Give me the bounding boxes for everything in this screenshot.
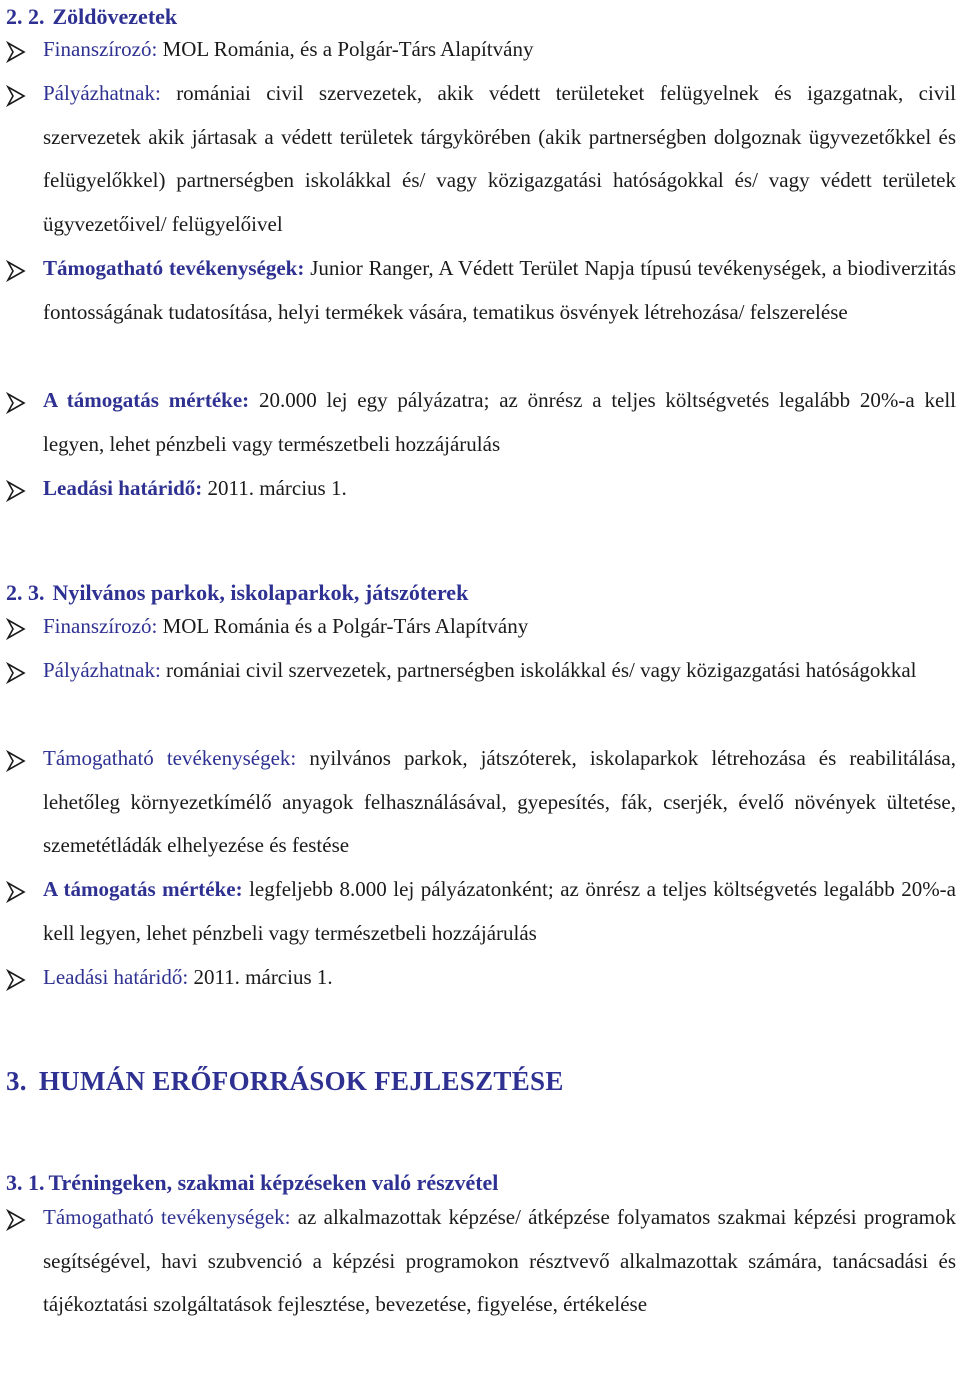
section-number: 2. 3. [6, 580, 45, 605]
section-title: Tréningeken, szakmai képzéseken való részvétel [48, 1170, 499, 1195]
section-heading-2-2 [6, 4, 177, 30]
section-heading-3 [6, 1066, 564, 1097]
item-value: MOL Románia és a Polgár-Társ Alapítvány [162, 614, 529, 638]
item-label: Támogatható tevékenységek: [43, 746, 297, 770]
section-title: Zöldövezetek [52, 4, 178, 29]
arrowhead-bullet-icon [4, 84, 28, 108]
item-label: Finanszírozó: [43, 37, 158, 61]
arrowhead-bullet-icon [4, 880, 28, 904]
arrowhead-bullet-icon [4, 391, 28, 415]
item-label: Támogatható tevékenységek: [43, 256, 305, 280]
item-value: Junior Ranger, A Védett Terület Napja típusú tevékenységek, a biodiverzitás fontosságának tudatosítása, helyi termékek vására, tematikus ösvények létrehozása/ felszerelése [43, 256, 956, 324]
arrowhead-bullet-icon [4, 617, 28, 641]
section-heading-3-1 [6, 1170, 498, 1196]
section-title: HUMÁN ERŐFORRÁSOK FEJLESZTÉSE [38, 1066, 564, 1096]
item-value: nyilvános parkok, játszóterek, iskolaparkok létrehozása és reabilitálása, lehetőleg környezetkímélő anyagok felhasználásával, gyepesítés, fák, cserjék, évelő növények ültetése, szemetétládák elhelyezése és festése [43, 746, 957, 858]
item-label: Leadási határidő: [43, 476, 203, 500]
item-label: A támogatás mértéke: [43, 877, 243, 901]
item-value: legfeljebb 8.000 lej pályázatonként; az önrész a teljes költségvetés legalább 20%-a kell legyen, lehet pénzbeli vagy természetbeli hozzájárulás [43, 877, 956, 945]
arrowhead-bullet-icon [4, 259, 28, 283]
item-label: Pályázhatnak: [43, 658, 161, 682]
item-value: romániai civil szervezetek, partnerségben iskolákkal és/ vagy közigazgatási hatóságokkal [166, 658, 917, 682]
arrowhead-bullet-icon [4, 1208, 28, 1232]
item-value: 2011. március 1. [207, 476, 347, 500]
arrowhead-bullet-icon [4, 749, 28, 773]
arrowhead-bullet-icon [4, 968, 28, 992]
item-value: MOL Románia, és a Polgár-Társ Alapítvány [162, 37, 534, 61]
item-label: Leadási határidő: [43, 965, 189, 989]
arrowhead-bullet-icon [4, 40, 28, 64]
item-label: A támogatás mértéke: [43, 388, 250, 412]
item-value: az alkalmazottak képzése/ átképzése folyamatos szakmai képzési programok segítségével, havi szubvenció a képzési programokon résztvevő alkalmazottak számára, tanácsadási és tájékoztatási szolgáltatások fejlesztése, bevezetése, figyelése, értékelése [43, 1205, 956, 1317]
section-number: 3. 1. [6, 1170, 45, 1195]
section-heading-2-3 [6, 580, 468, 606]
item-value: 2011. március 1. [193, 965, 333, 989]
item-value: romániai civil szervezetek, akik védett területeket felügyelnek és igazgatnak, civil szervezetek akik jártasak a védett területek tárgykörében (akik partnerségben dolgoznak ügyvezetőkkel és felügyelőkkel) partnerségben iskolákkal és/ vagy közigazgatási hatóságokkal és/ vagy védett területek ügyvezetőivel/ felügyelőivel [43, 81, 956, 237]
item-label: Támogatható tevékenységek: [43, 1205, 291, 1229]
item-value: 20.000 lej egy pályázatra; az önrész a teljes költségvetés legalább 20%-a kell legyen, lehet pénzbeli vagy természetbeli hozzájárulás [43, 388, 956, 456]
section-number: 2. 2. [6, 4, 45, 29]
item-label: Finanszírozó: [43, 614, 158, 638]
section-title: Nyilvános parkok, iskolaparkok, játszóterek [52, 580, 469, 605]
arrowhead-bullet-icon [4, 661, 28, 685]
section-number: 3. [6, 1066, 27, 1096]
arrowhead-bullet-icon [4, 479, 28, 503]
item-label: Pályázhatnak: [43, 81, 161, 105]
